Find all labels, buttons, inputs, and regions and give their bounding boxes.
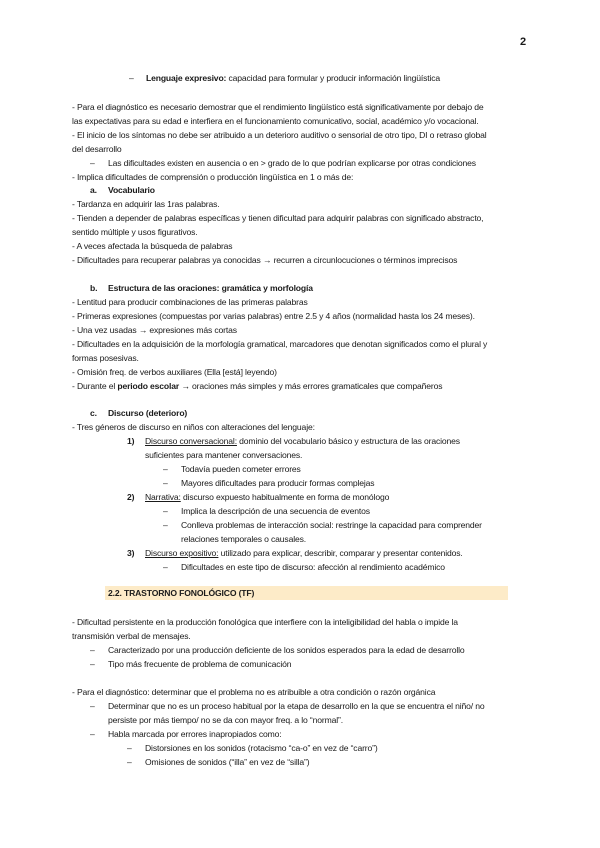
tf-sub: Tipo más frecuente de problema de comunicación <box>108 659 292 669</box>
sub-dash: – <box>90 729 95 739</box>
discourse-item <box>145 434 460 448</box>
intro-line <box>146 71 440 85</box>
section-b-title: Estructura de las oraciones: gramática y morfología <box>108 283 313 293</box>
sub-dash: – <box>163 520 168 530</box>
discourse-label: Narrativa: <box>145 492 181 502</box>
structure-line-school <box>72 379 442 393</box>
tf-diag-sub: persiste por más tiempo/ no se da con mayor freq. a lo “normal”. <box>108 715 343 725</box>
discourse-sub: Implica la descripción de una secuencia de eventos <box>181 506 370 516</box>
discourse-sub: Mayores dificultades para producir formas complejas <box>181 478 375 488</box>
structure-line: - Dificultades en la adquisición de la morfología gramatical, marcadores que denotan significados como el plural y <box>72 339 488 349</box>
sub-dash: – <box>90 701 95 711</box>
discourse-num: 3) <box>127 548 135 558</box>
structure-line: - Omisión freq. de verbos auxiliares (Ella [está] leyendo) <box>72 367 277 377</box>
discourse-text: discurso expuesto habitualmente en forma de monólogo <box>180 492 390 502</box>
structure-line: - Una vez usadas → expresiones más cortas <box>72 325 237 335</box>
sub-dash: – <box>90 659 95 669</box>
discourse-label: Discurso conversacional: <box>145 436 237 446</box>
discourse-text: dominio del vocabulario básico y estructura de las oraciones <box>236 436 460 446</box>
structure-line: formas posesivas. <box>72 353 139 363</box>
diag-sub-text: Las dificultades existen en ausencia o en > grado de lo que podrían explicarse por otras condiciones <box>108 158 476 168</box>
discourse-item <box>145 546 463 560</box>
diag-line: - El inicio de los síntomas no debe ser atribuido a un deterioro auditivo o sensorial de otro tipo, DI o retraso global <box>72 130 487 140</box>
intro-text: capacidad para formular y producir información lingüística <box>226 73 441 83</box>
section-a-letter: a. <box>90 185 97 195</box>
page-number: 2 <box>520 36 527 48</box>
discourse-sub: Dificultades en este tipo de discurso: afección al rendimiento académico <box>181 562 445 572</box>
discourse-intro: - Tres géneros de discurso en niños con alteraciones del lenguaje: <box>72 422 315 432</box>
discourse-sub: Todavía pueden cometer errores <box>181 464 301 474</box>
sub-dash: – <box>90 645 95 655</box>
tf-diag-subsub: Omisiones de sonidos (“illa” en vez de “silla”) <box>145 757 310 767</box>
section-c-title: Discurso (deterioro) <box>108 408 188 418</box>
sub-dash: – <box>127 743 132 753</box>
intro-dash: – <box>129 73 134 83</box>
diag-sub-dash: – <box>90 158 95 168</box>
diag-line: - Para el diagnóstico es necesario demostrar que el rendimiento lingüístico está significativamente por debajo de <box>72 102 484 112</box>
discourse-sub-cont: relaciones temporales o causales. <box>181 534 306 544</box>
school-post: → oraciones más simples y más errores gramaticales que compañeros <box>179 381 443 391</box>
sub-dash: – <box>163 562 168 572</box>
vocab-line: - Tardanza en adquirir las 1ras palabras. <box>72 199 220 209</box>
discourse-num: 1) <box>127 436 135 446</box>
school-pre: - Durante el <box>72 381 118 391</box>
diag-line: las expectativas para su edad e interfiera en el funcionamiento comunicativo, social, académico y/o vocacional. <box>72 116 479 126</box>
sub-dash: – <box>163 506 168 516</box>
tf-diag-sub: Habla marcada por errores inapropiados como: <box>108 729 282 739</box>
section-heading-tf: 2.2. TRASTORNO FONOLÓGICO (TF) <box>108 588 255 598</box>
tf-line: - Dificultad persistente en la producción fonológica que interfiere con la inteligibilidad del habla o impide la <box>72 617 458 627</box>
diag-line: del desarrollo <box>72 144 122 154</box>
vocab-line: - Dificultades para recuperar palabras ya conocidas → recurren a circunlocuciones o términos imprecisos <box>72 255 458 265</box>
implica-line: - Implica dificultades de comprensión o producción lingüística en 1 o más de: <box>72 172 354 182</box>
discourse-sub: Conlleva problemas de interacción social: restringe la capacidad para comprender <box>181 520 482 530</box>
discourse-item <box>145 490 389 504</box>
tf-diag-line: - Para el diagnóstico: determinar que el problema no es atribuible a otra condición o razón orgánica <box>72 687 436 697</box>
tf-diag-sub: Determinar que no es un proceso habitual por la etapa de desarrollo en la que se encuentra el niño/ no <box>108 701 485 711</box>
school-bold: periodo escolar <box>117 381 180 391</box>
vocab-line: - Tienden a depender de palabras específicas y tienen dificultad para adquirir palabras con significado abstracto, <box>72 213 484 223</box>
section-a-title: Vocabulario <box>108 185 155 195</box>
discourse-cont: suficientes para mantener conversaciones. <box>145 450 303 460</box>
sub-dash: – <box>163 478 168 488</box>
sub-dash: – <box>127 757 132 767</box>
tf-sub: Caracterizado por una producción deficiente de los sonidos esperados para la edad de desarrollo <box>108 645 465 655</box>
discourse-text: utilizado para explicar, describir, comparar y presentar contenidos. <box>218 548 463 558</box>
sub-dash: – <box>163 464 168 474</box>
discourse-num: 2) <box>127 492 135 502</box>
vocab-line: sentido múltiple y usos figurativos. <box>72 227 198 237</box>
section-c-letter: c. <box>90 408 97 418</box>
structure-line: - Primeras expresiones (compuestas por varias palabras) entre 2.5 y 4 años (normalidad hasta los 24 meses). <box>72 311 475 321</box>
structure-line: - Lentitud para producir combinaciones de las primeras palabras <box>72 297 308 307</box>
discourse-label: Discurso expositivo: <box>145 548 219 558</box>
tf-diag-subsub: Distorsiones en los sonidos (rotacismo “ca-o” en vez de “carro”) <box>145 743 378 753</box>
section-b-letter: b. <box>90 283 98 293</box>
intro-title: Lenguaje expresivo: <box>146 73 227 83</box>
vocab-line: - A veces afectada la búsqueda de palabras <box>72 241 233 251</box>
tf-line: transmisión verbal de mensajes. <box>72 631 191 641</box>
